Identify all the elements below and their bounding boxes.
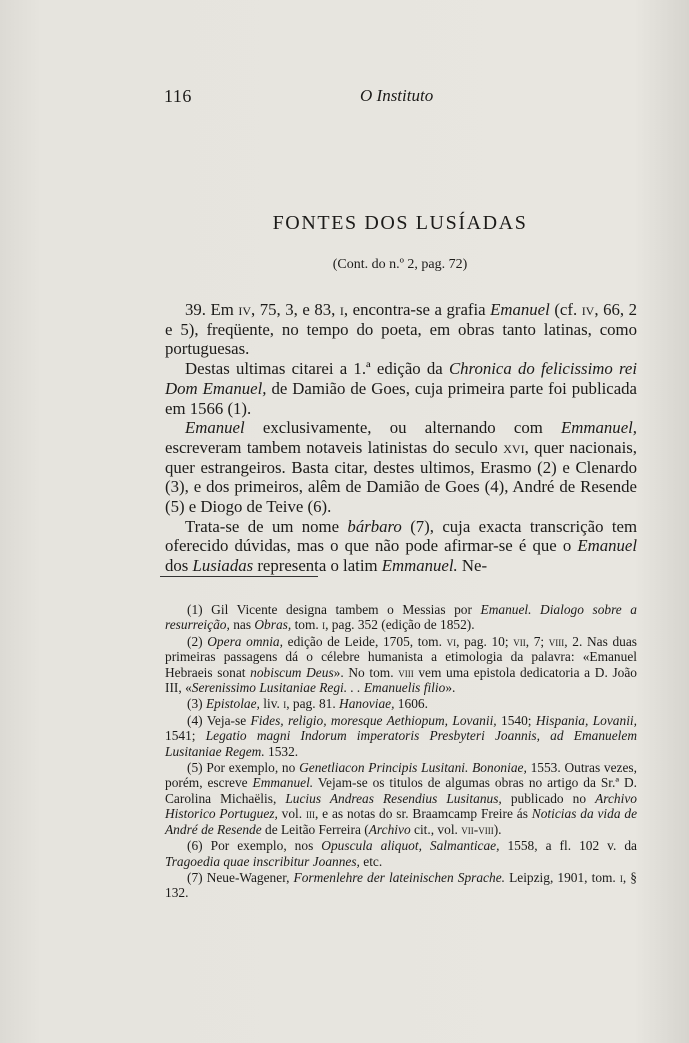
paragraph-run: (7), cuja exacta transcrição tem oferecido dúvidas, mas o que não pode afirmar-se é que o	[165, 516, 637, 556]
footnote-run: Genetliacon Principis Lusitani. Bononiae,	[299, 760, 527, 776]
footnote-run: i	[619, 869, 623, 885]
footnote-run: ». No tom.	[333, 664, 399, 680]
paragraph-run: Ne-	[457, 556, 488, 576]
footnote	[165, 838, 637, 869]
main-text	[165, 300, 637, 576]
footnote-run: (2)	[187, 633, 208, 649]
footnote-run: , 2. Nas duas primeiras passagens dá o célebre humanista a etimologia da palavra: «Emanuel Hebraeis sonat	[165, 633, 638, 680]
footnote-run: 1553. Outras vezes, porém, escreve	[165, 760, 637, 791]
footnote-run: (7) Neue-Wagener,	[187, 869, 294, 885]
footnote-run: iii	[305, 806, 315, 822]
paragraph-run: representa o latim	[253, 556, 382, 576]
footnote-run: , pag. 10;	[456, 633, 514, 649]
footnote-run: vem uma epistola dedicatoria a D. João III, «	[165, 664, 637, 696]
footnote-run: , pag. 81.	[286, 696, 340, 712]
footnote-run: ).	[493, 821, 502, 837]
footnote-run: tom.	[291, 617, 323, 633]
paragraph-run: Chronica do felicissimo rei Dom Emanuel,	[165, 359, 637, 398]
paragraph-run: Emmanuel,	[561, 418, 637, 438]
paragraph-run: , 75, 3, e 83,	[251, 300, 340, 319]
footnote-run: Fides, religio, moresque Aethiopum, Lovanii,	[250, 712, 497, 728]
paragraph	[165, 517, 637, 576]
footnote-run: Emmanuel.	[252, 775, 314, 791]
footnote-run: 1606.	[394, 696, 428, 712]
paragraph-run: Emanuel	[577, 536, 637, 556]
footnote-run: viii	[398, 664, 414, 680]
paragraph-run: iv	[238, 300, 252, 319]
footnote-run: Hispania, Lovanii,	[535, 712, 637, 728]
footnote-run: , 7;	[525, 633, 549, 649]
paragraph-run: Trata-se de um nome	[185, 516, 348, 536]
footnote-run: Epistolae,	[205, 696, 260, 712]
footnotes	[165, 602, 637, 902]
paragraph-run: xvi	[503, 437, 525, 457]
footnote-run: liv.	[259, 696, 284, 712]
footnote	[165, 696, 637, 711]
paragraph-run: Emanuel	[185, 418, 245, 438]
footnote-run: Lucius Andreas Resendius Lusitanus,	[285, 790, 502, 806]
paragraph-run: , 66, 2 e 5), freqüente, no tempo do poeta, em obras tanto latinas, como portuguesas.	[165, 300, 637, 359]
footnote	[165, 713, 637, 759]
footnote-run: i	[322, 617, 326, 633]
footnote	[165, 634, 637, 696]
footnote-run: (6) Por exemplo, nos	[187, 838, 322, 854]
paragraph-run: de Damião de Goes, cuja primeira parte foi publicada em 1566 (1).	[165, 378, 637, 418]
paragraph-run: , quer nacionais, quer estrangeiros. Basta citar, destes ultimos, Erasmo (2) e Clenardo (3), e dos primeiros, alêm de Damião de Goes (4), André de Resende (5) e Diogo de Teive (6).	[165, 437, 637, 517]
footnote-run: Opera omnia,	[207, 633, 283, 649]
footnote-run: publicado no	[501, 790, 596, 806]
footnote-run: vii	[513, 633, 526, 649]
footnote-run: Serenissimo Lusitaniae Regi. . . Emanuelis filio	[191, 680, 446, 696]
footnote-run: 1541;	[165, 728, 206, 744]
footnote-run: (5) Por exemplo, no	[187, 760, 300, 776]
paragraph-run: i	[339, 300, 344, 319]
footnote-run: Emanuel. Dialogo sobre a resurreição,	[165, 602, 638, 633]
page-number: 116	[164, 86, 192, 106]
paragraph-run: Lusiadas	[192, 556, 254, 576]
footnote-run: 1558, a fl. 102 v. da	[499, 838, 637, 854]
footnote-run: Vejam-se os titulos de algumas obras no artigo da Sr.ª D. Carolina Michaëlis,	[165, 775, 637, 806]
footnote-run: i	[283, 696, 287, 712]
footnote	[165, 760, 637, 837]
paragraph-run: , encontra-se a grafia	[343, 300, 491, 319]
paragraph-run: dos	[165, 556, 193, 576]
running-title: O Instituto	[360, 86, 434, 105]
footnote-run: (4) Veja-se	[187, 712, 251, 728]
footnote-run: nobiscum Deus	[250, 664, 334, 680]
footnote-run: ».	[445, 680, 456, 696]
footnote-run: 1532.	[264, 743, 299, 759]
paragraph	[165, 359, 637, 418]
footnote-run: (1) Gil Vicente designa tambem o Messias por	[187, 602, 481, 617]
footnote-run: Noticias da vida de André de Resende	[165, 806, 638, 837]
paragraph-run: Emmanuel.	[381, 556, 458, 576]
footnote-run: Opuscula aliquot, Salmanticae,	[321, 838, 500, 854]
paragraph	[165, 300, 637, 359]
footnote-run: vii-viii	[461, 821, 494, 837]
footnote-run: , pag. 352 (edição de 1852).	[325, 617, 475, 633]
footnote-run: Obras,	[254, 617, 292, 633]
footnote-run: Archivo Historico Portuguez,	[165, 790, 637, 822]
footnote-run: de Leitão Ferreira (	[261, 821, 369, 837]
footnote-run: Formenlehre der lateinischen Sprache.	[293, 869, 505, 885]
footnote-run: vi	[446, 633, 457, 649]
footnote-run: edição de Leide, 1705, tom.	[282, 633, 447, 649]
chapter-title: FONTES DOS LUSÍADAS	[272, 212, 528, 234]
paragraph	[165, 418, 637, 517]
footnote	[165, 870, 637, 901]
footnote-run: , e as notas do sr. Braamcamp Freire ás	[314, 806, 532, 822]
footnote-run: Archivo	[368, 821, 411, 837]
footnote-run: vol.	[277, 806, 306, 822]
footnote-run: etc.	[359, 853, 383, 869]
paragraph-run: escreveram tambem notaveis latinistas do seculo	[165, 437, 504, 457]
page-header	[164, 86, 636, 110]
paragraph-run: exclusivamente, ou alternando com	[244, 418, 562, 438]
paragraph-run: (cf.	[549, 300, 582, 319]
footnote-run: cit., vol.	[410, 821, 462, 837]
paragraph-run: Emanuel	[490, 300, 550, 319]
footnote-run: Tragoedia quae inscribitur Joannes,	[165, 853, 360, 869]
footnote-run: Hanoviae,	[339, 696, 395, 712]
footnote	[165, 602, 637, 633]
footnote-run: Leipzig, 1901, tom.	[504, 869, 620, 885]
footnote-run: (3)	[187, 696, 206, 712]
footnote-run: 1540;	[496, 712, 536, 728]
paragraph-run: 39. Em	[185, 300, 239, 319]
footnote-run: , § 132.	[165, 869, 637, 901]
continuation-note: (Cont. do n.º 2, pag. 72)	[332, 257, 468, 272]
paragraph-run: Destas ultimas citarei a 1.ª edição da	[185, 359, 449, 379]
footnote-run: nas	[229, 617, 255, 633]
footnote-run: viii	[548, 633, 565, 649]
footnote-divider	[160, 576, 318, 577]
footnote-run: Legatio magni Indorum imperatoris Presbyteri Joannis, ad Emanuelem Lusitaniae Regem.	[165, 728, 637, 759]
paragraph-run: bárbaro	[347, 516, 402, 536]
paragraph-run: iv	[581, 300, 595, 319]
